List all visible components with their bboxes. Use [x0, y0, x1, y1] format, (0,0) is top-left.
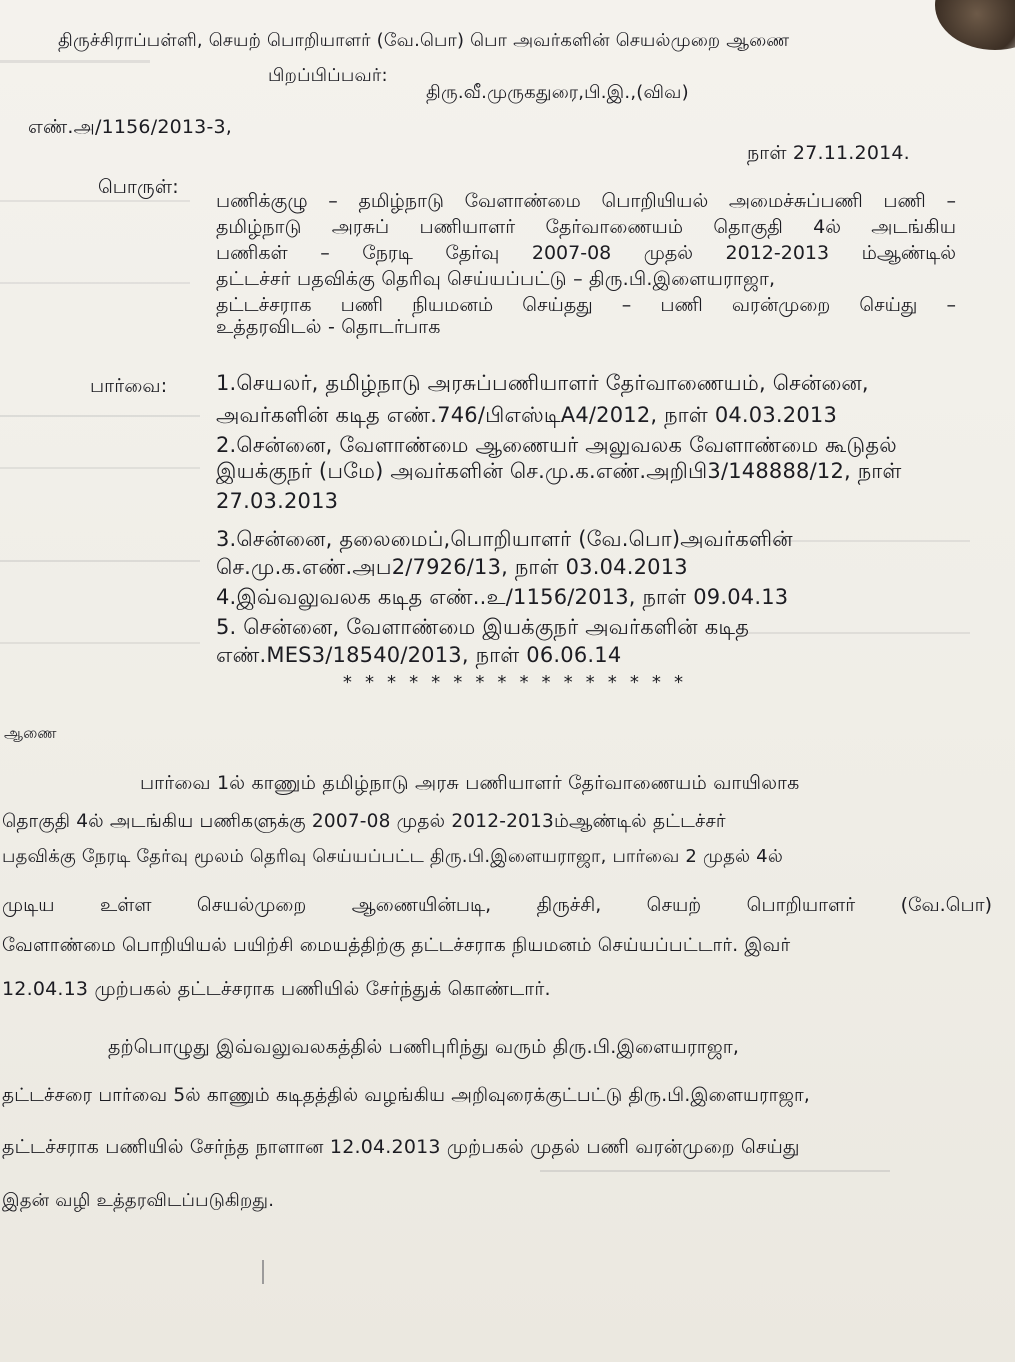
- paragraph-line: 12.04.13 முற்பகல் தட்டச்சராக பணியில் சேர்ந்துக் கொண்டார்.: [2, 978, 551, 1000]
- references-label: பார்வை:: [90, 375, 168, 397]
- subject-line: தமிழ்நாடு அரசுப் பணியாளர் தேர்வாணையம் தொகுதி 4ல் அடங்கிய: [216, 216, 956, 238]
- separator-stars: * * * * * * * * * * * * * * * *: [342, 672, 685, 693]
- bleed-through-mark: [0, 415, 200, 469]
- reference-number: எண்.அ/1156/2013-3,: [28, 116, 233, 138]
- bleed-through-mark: [0, 200, 190, 284]
- reference-line: அவர்களின் கடித எண்.746/பிஎஸ்டிA4/2012, நாள் 04.03.2013: [216, 403, 838, 427]
- stray-mark: [262, 1260, 264, 1284]
- finger-shadow: [935, 0, 1015, 50]
- bleed-through-mark: [0, 560, 200, 644]
- subject-line: தட்டச்சராக பணி நியமனம் செய்தது – பணி வரன்முறை செய்து –: [216, 294, 956, 316]
- subject-line: தட்டச்சர் பதவிக்கு தெரிவு செய்யப்பட்டு – திரு.பி.இளையராஜா,: [216, 268, 776, 290]
- reference-line: செ.மு.க.எண்.அப2/7926/13, நாள் 03.04.2013: [216, 555, 688, 579]
- reference-line: இயக்குநர் (பமே) அவர்களின் செ.மு.க.எண்.அறிபி3/148888/12, நாள்: [216, 459, 902, 483]
- paragraph-line: வேளாண்மை பொறியியல் பயிற்சி மையத்திற்கு தட்டச்சராக நியமனம் செய்யப்பட்டார். இவர்: [2, 935, 791, 956]
- paragraph-line: தொகுதி 4ல் அடங்கிய பணிகளுக்கு 2007-08 முதல் 2012-2013ம்ஆண்டில் தட்டச்சர்: [2, 811, 726, 832]
- issued-by-name: திரு.வீ.முருகதுரை,பி.இ.,(விவ): [426, 82, 689, 103]
- paragraph-line: இதன் வழி உத்தரவிடப்படுகிறது.: [2, 1190, 275, 1211]
- reference-line: 27.03.2013: [216, 489, 339, 513]
- reference-line: 5. சென்னை, வேளாண்மை இயக்குநர் அவர்களின் கடித: [216, 615, 750, 639]
- order-date: நாள் 27.11.2014.: [747, 142, 910, 164]
- reference-line: எண்.MES3/18540/2013, நாள் 06.06.14: [216, 643, 622, 667]
- paragraph-line: தட்டச்சராக பணியில் சேர்ந்த நாளான 12.04.2013 முற்பகல் முதல் பணி வரன்முறை செய்து: [2, 1136, 800, 1158]
- paragraph-line: தட்டச்சரை பார்வை 5ல் காணும் கடிதத்தில் வழங்கிய அறிவுரைக்குட்பட்டு திரு.பி.இளையராஜா,: [2, 1085, 810, 1106]
- subject-label: பொருள்:: [98, 176, 179, 198]
- subject-line: பணிக்குழு – தமிழ்நாடு வேளாண்மை பொறியியல் அமைச்சுப்பணி பணி –: [216, 190, 956, 212]
- order-label: ஆணை: [4, 724, 57, 742]
- bleed-through-mark: [540, 1170, 890, 1174]
- subject-line: பணிகள் – நேரடி தேர்வு 2007-08 முதல் 2012-2013 ம்ஆண்டில்: [216, 242, 956, 264]
- bleed-through-mark: [0, 60, 150, 69]
- reference-line: 4.இவ்வலுவலக கடித எண்..உ/1156/2013, நாள் 09.04.13: [216, 585, 789, 609]
- reference-line: 3.சென்னை, தலைமைப்,பொறியாளர் (வே.பொ)அவர்களின்: [216, 527, 793, 551]
- subject-line: உத்தரவிடல் - தொடர்பாக: [216, 316, 441, 338]
- paragraph-line: பார்வை 1ல் காணும் தமிழ்நாடு அரசு பணியாளர் தேர்வாணையம் வாயிலாக: [140, 772, 800, 794]
- issued-by-label: பிறப்பிப்பவர்:: [268, 65, 388, 86]
- paragraph-line: முடிய உள்ள செயல்முறை ஆணையின்படி, திருச்சி, செயற் பொறியாளர் (வே.பொ): [2, 894, 992, 916]
- paragraph-line: தற்பொழுது இவ்வலுவலகத்தில் பணிபுரிந்து வரும் திரு.பி.இளையராஜா,: [108, 1036, 740, 1058]
- reference-line: 1.செயலர், தமிழ்நாடு அரசுப்பணியாளர் தேர்வாணையம், சென்னை,: [216, 371, 869, 395]
- paragraph-line: பதவிக்கு நேரடி தேர்வு மூலம் தெரிவு செய்யப்பட்ட திரு.பி.இளையராஜா, பார்வை 2 முதல் 4ல்: [2, 846, 783, 867]
- order-title: திருச்சிராப்பள்ளி, செயற் பொறியாளர் (வே.பொ) பொ அவர்களின் செயல்முறை ஆணை: [58, 30, 790, 51]
- reference-line: 2.சென்னை, வேளாண்மை ஆணையர் அலுவலக வேளாண்மை கூடுதல்: [216, 433, 897, 457]
